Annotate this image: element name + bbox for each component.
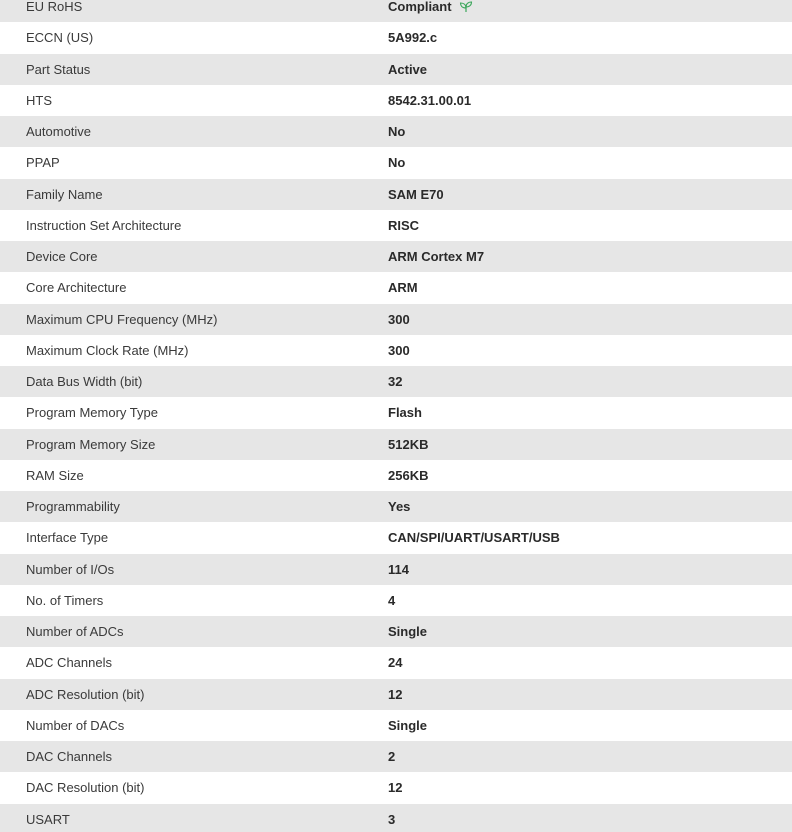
spec-row	[0, 54, 792, 85]
spec-value: Single	[388, 717, 428, 733]
spec-value: Single	[388, 624, 428, 640]
spec-value: 4	[388, 592, 396, 608]
spec-label: HTS	[26, 92, 52, 108]
spec-label: Core Architecture	[26, 280, 127, 296]
spec-label: Instruction Set Architecture	[26, 217, 182, 233]
spec-row	[0, 616, 792, 647]
spec-value: Yes	[388, 499, 411, 515]
spec-row	[0, 429, 792, 460]
spec-label: No. of Timers	[26, 592, 104, 608]
spec-value: Flash	[388, 405, 422, 421]
spec-row	[0, 179, 792, 210]
spec-row	[0, 116, 792, 147]
spec-row	[0, 272, 792, 303]
spec-row	[0, 772, 792, 803]
spec-row	[0, 397, 792, 428]
spec-label: DAC Resolution (bit)	[26, 780, 145, 796]
spec-value: Compliant	[388, 0, 452, 15]
spec-label: Automotive	[26, 124, 92, 140]
spec-value: No	[388, 155, 406, 171]
spec-label: RAM Size	[26, 467, 84, 483]
spec-label: Number of ADCs	[26, 624, 124, 640]
spec-row	[0, 460, 792, 491]
spec-value: ARM Cortex M7	[388, 249, 485, 265]
spec-row	[0, 647, 792, 678]
spec-row	[0, 210, 792, 241]
spec-label: Number of I/Os	[26, 561, 115, 577]
spec-value: 300	[388, 342, 410, 358]
spec-value: 5A992.c	[388, 30, 438, 46]
spec-value: 32	[388, 374, 403, 390]
spec-value: 2	[388, 749, 396, 765]
spec-value: ARM	[388, 280, 418, 296]
spec-row	[0, 366, 792, 397]
spec-value: 12	[388, 780, 403, 796]
spec-row	[0, 741, 792, 772]
spec-label: Maximum Clock Rate (MHz)	[26, 342, 189, 358]
spec-row	[0, 304, 792, 335]
spec-label: ADC Resolution (bit)	[26, 686, 145, 702]
spec-row	[0, 85, 792, 116]
spec-value: CAN/SPI/UART/USART/USB	[388, 530, 560, 546]
spec-value: No	[388, 124, 406, 140]
spec-label: Program Memory Size	[26, 436, 156, 452]
spec-row	[0, 554, 792, 585]
spec-value: Active	[388, 61, 428, 77]
spec-row	[0, 679, 792, 710]
spec-value: 512KB	[388, 436, 429, 452]
spec-row	[0, 522, 792, 553]
spec-row	[0, 804, 792, 832]
spec-label: Device Core	[26, 249, 98, 265]
spec-value: 114	[388, 561, 409, 577]
leaf-icon	[459, 1, 473, 13]
spec-value: 8542.31.00.01	[388, 92, 472, 108]
spec-label: Interface Type	[26, 530, 109, 546]
spec-label: Maximum CPU Frequency (MHz)	[26, 311, 218, 327]
spec-value: SAM E70	[388, 186, 444, 202]
spec-value: 300	[388, 311, 410, 327]
spec-label: Family Name	[26, 186, 103, 202]
spec-value-cell	[388, 0, 792, 14]
spec-label: Data Bus Width (bit)	[26, 374, 143, 390]
spec-label: Part Status	[26, 61, 91, 77]
spec-row-eu-rohs	[0, 0, 792, 22]
spec-label: DAC Channels	[26, 749, 112, 765]
spec-value: 24	[388, 655, 403, 671]
spec-label: Programmability	[26, 499, 120, 515]
spec-row	[0, 241, 792, 272]
spec-row	[0, 491, 792, 522]
spec-label: USART	[26, 811, 70, 827]
spec-value: RISC	[388, 217, 420, 233]
spec-label: ECCN (US)	[26, 30, 94, 46]
spec-label: Program Memory Type	[26, 405, 158, 421]
spec-row	[0, 147, 792, 178]
spec-label: EU RoHS	[26, 0, 83, 15]
spec-value: 3	[388, 811, 396, 827]
spec-row	[0, 22, 792, 53]
spec-value: 256KB	[388, 467, 429, 483]
spec-row	[0, 585, 792, 616]
spec-row	[0, 710, 792, 741]
spec-value: 12	[388, 686, 403, 702]
spec-row	[0, 335, 792, 366]
spec-label: Number of DACs	[26, 717, 125, 733]
spec-label: ADC Channels	[26, 655, 112, 671]
spec-label: PPAP	[26, 155, 60, 171]
